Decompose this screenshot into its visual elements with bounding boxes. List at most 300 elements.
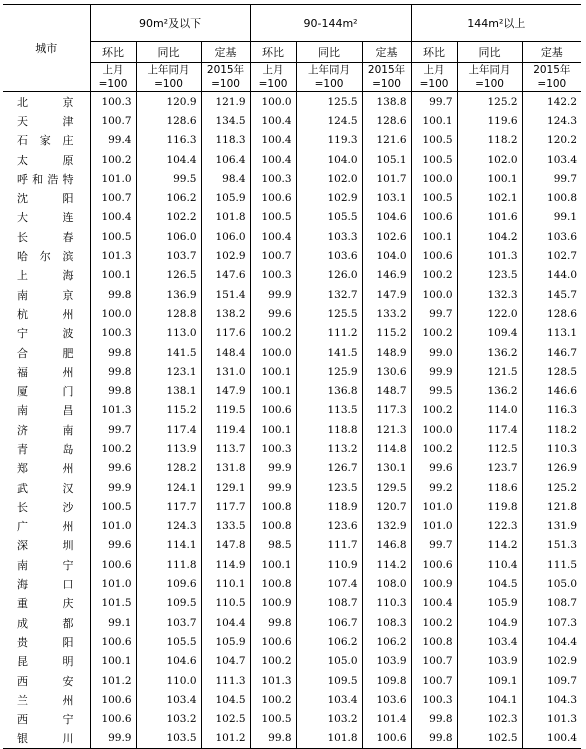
base-sub-header: =100 — [522, 77, 581, 92]
index-value: 99.5 — [136, 169, 201, 188]
index-value: 117.4 — [136, 420, 201, 439]
index-value: 101.6 — [457, 208, 522, 227]
index-value: 99.7 — [522, 169, 581, 188]
index-value: 111.2 — [296, 324, 362, 343]
table-row — [3, 362, 581, 381]
index-value: 99.4 — [90, 131, 136, 150]
index-value: 102.7 — [522, 246, 581, 265]
index-value: 99.8 — [90, 381, 136, 400]
index-value: 100.0 — [250, 343, 296, 362]
index-value: 100.6 — [250, 632, 296, 651]
yoy-sub-header: 上年同月 — [136, 63, 201, 78]
index-value: 103.4 — [522, 150, 581, 169]
city-name: 沈阳 — [17, 192, 74, 206]
index-value: 100.6 — [90, 710, 136, 729]
index-value: 122.3 — [457, 517, 522, 536]
index-value: 100.4 — [250, 150, 296, 169]
index-value: 103.7 — [136, 613, 201, 632]
city-name: 银川 — [3, 729, 90, 749]
index-value: 100.7 — [90, 188, 136, 207]
index-value: 121.5 — [457, 362, 522, 381]
index-value: 123.6 — [296, 517, 362, 536]
index-value: 102.9 — [201, 246, 250, 265]
index-value: 105.9 — [201, 632, 250, 651]
index-value: 101.3 — [522, 710, 581, 729]
index-value: 105.5 — [296, 208, 362, 227]
index-value: 99.6 — [411, 459, 457, 478]
index-value: 103.4 — [457, 632, 522, 651]
yoy-sub-header: 上年同月 — [457, 63, 522, 78]
index-value: 98.5 — [250, 536, 296, 555]
index-value: 103.2 — [296, 710, 362, 729]
index-value: 100.2 — [250, 324, 296, 343]
index-value: 100.0 — [90, 304, 136, 323]
index-value: 100.2 — [90, 439, 136, 458]
index-value: 100.1 — [457, 169, 522, 188]
index-value: 100.3 — [90, 92, 136, 112]
index-value: 103.2 — [136, 710, 201, 729]
index-value: 102.0 — [457, 150, 522, 169]
base-header: 定基 — [522, 42, 581, 63]
index-value: 99.8 — [250, 613, 296, 632]
mom-sub-header: 上月 — [250, 63, 296, 78]
index-value: 100.6 — [411, 208, 457, 227]
index-value: 99.8 — [250, 729, 296, 749]
base-sub-header: =100 — [362, 77, 411, 92]
index-value: 104.0 — [362, 246, 411, 265]
index-value: 106.7 — [296, 613, 362, 632]
yoy-sub-header: =100 — [136, 77, 201, 92]
index-value: 132.3 — [457, 285, 522, 304]
index-value: 144.0 — [522, 266, 581, 285]
index-value: 100.4 — [250, 131, 296, 150]
index-value: 138.8 — [362, 92, 411, 112]
table-row — [3, 227, 581, 246]
table-row — [3, 497, 581, 516]
index-value: 99.1 — [522, 208, 581, 227]
city-name: 上海 — [17, 269, 74, 283]
city-name: 兰州 — [17, 693, 74, 707]
table-row — [3, 690, 581, 709]
table-row — [3, 111, 581, 130]
index-value: 111.5 — [522, 555, 581, 574]
index-value: 133.2 — [362, 304, 411, 323]
yoy-sub-header: 上年同月 — [296, 63, 362, 78]
city-name: 天津 — [17, 114, 74, 128]
index-value: 126.7 — [296, 459, 362, 478]
index-value: 151.3 — [522, 536, 581, 555]
index-value: 120.9 — [136, 92, 201, 112]
table-row — [3, 536, 581, 555]
index-value: 113.5 — [296, 401, 362, 420]
index-value: 100.1 — [90, 652, 136, 671]
index-value: 124.3 — [522, 111, 581, 130]
index-value: 151.4 — [201, 285, 250, 304]
index-value: 99.0 — [411, 343, 457, 362]
index-value: 99.8 — [411, 710, 457, 729]
index-value: 106.0 — [201, 227, 250, 246]
index-value: 114.2 — [362, 555, 411, 574]
index-value: 108.0 — [362, 574, 411, 593]
index-value: 128.8 — [136, 304, 201, 323]
index-value: 100.8 — [522, 188, 581, 207]
index-value: 110.4 — [457, 555, 522, 574]
index-value: 100.6 — [250, 401, 296, 420]
index-value: 102.3 — [457, 710, 522, 729]
index-value: 100.1 — [90, 266, 136, 285]
index-value: 101.0 — [90, 517, 136, 536]
table-row — [3, 439, 581, 458]
index-value: 148.7 — [362, 381, 411, 400]
city-name: 石家庄 — [17, 134, 74, 148]
index-value: 142.2 — [522, 92, 581, 112]
index-value: 114.2 — [457, 536, 522, 555]
index-value: 100.8 — [250, 574, 296, 593]
base-sub-header: =100 — [201, 77, 250, 92]
index-value: 108.7 — [296, 594, 362, 613]
index-value: 103.5 — [136, 729, 201, 749]
table-row — [3, 208, 581, 227]
table-row — [3, 632, 581, 651]
index-value: 100.5 — [90, 227, 136, 246]
index-value: 101.4 — [362, 710, 411, 729]
index-value: 136.8 — [296, 381, 362, 400]
index-value: 109.6 — [136, 574, 201, 593]
table-row — [3, 459, 581, 478]
city-name: 长沙 — [17, 500, 74, 514]
index-value: 131.0 — [201, 362, 250, 381]
city-name: 北京 — [17, 95, 74, 109]
index-value: 99.9 — [90, 478, 136, 497]
index-value: 101.3 — [90, 246, 136, 265]
index-value: 108.7 — [522, 594, 581, 613]
index-value: 118.2 — [457, 131, 522, 150]
index-value: 99.7 — [411, 304, 457, 323]
city-name: 广州 — [17, 520, 74, 534]
index-value: 100.8 — [250, 497, 296, 516]
index-value: 100.4 — [250, 227, 296, 246]
index-value: 121.6 — [362, 131, 411, 150]
index-value: 100.2 — [411, 613, 457, 632]
index-value: 104.0 — [296, 150, 362, 169]
index-value: 148.4 — [201, 343, 250, 362]
index-value: 121.9 — [201, 92, 250, 112]
table-row — [3, 92, 581, 112]
index-value: 99.8 — [90, 285, 136, 304]
city-name: 太原 — [17, 153, 74, 167]
index-value: 133.5 — [201, 517, 250, 536]
index-value: 101.7 — [362, 169, 411, 188]
index-value: 103.6 — [296, 246, 362, 265]
index-value: 105.9 — [457, 594, 522, 613]
index-value: 100.0 — [411, 285, 457, 304]
index-value: 100.6 — [411, 555, 457, 574]
city-name: 深圳 — [17, 539, 74, 553]
index-value: 116.3 — [522, 401, 581, 420]
index-value: 100.1 — [250, 381, 296, 400]
city-name: 大连 — [17, 211, 74, 225]
index-value: 100.9 — [411, 574, 457, 593]
index-value: 125.5 — [296, 92, 362, 112]
index-value: 114.9 — [201, 555, 250, 574]
index-value: 119.6 — [457, 111, 522, 130]
index-value: 126.9 — [522, 459, 581, 478]
index-value: 109.4 — [457, 324, 522, 343]
index-value: 103.4 — [136, 690, 201, 709]
index-value: 114.1 — [136, 536, 201, 555]
index-value: 101.2 — [201, 729, 250, 749]
index-value: 129.1 — [201, 478, 250, 497]
index-value: 117.3 — [362, 401, 411, 420]
table-row — [3, 594, 581, 613]
index-value: 99.9 — [250, 459, 296, 478]
index-value: 103.6 — [522, 227, 581, 246]
index-value: 100.7 — [411, 671, 457, 690]
index-value: 100.1 — [250, 362, 296, 381]
index-value: 105.9 — [201, 188, 250, 207]
index-value: 106.2 — [296, 632, 362, 651]
yoy-header: 同比 — [457, 42, 522, 63]
index-value: 110.3 — [522, 439, 581, 458]
index-value: 104.4 — [136, 150, 201, 169]
index-value: 100.5 — [250, 710, 296, 729]
index-value: 102.5 — [201, 710, 250, 729]
index-value: 100.6 — [362, 729, 411, 749]
index-value: 102.5 — [457, 729, 522, 749]
index-value: 113.7 — [201, 439, 250, 458]
index-value: 100.8 — [250, 517, 296, 536]
index-value: 100.6 — [411, 246, 457, 265]
table-row — [3, 710, 581, 729]
index-value: 108.3 — [362, 613, 411, 632]
index-value: 120.2 — [522, 131, 581, 150]
index-value: 100.6 — [90, 690, 136, 709]
yoy-header: 同比 — [136, 42, 201, 63]
index-value: 146.6 — [522, 381, 581, 400]
index-value: 113.1 — [522, 324, 581, 343]
table-row — [3, 478, 581, 497]
city-name: 济南 — [17, 423, 74, 437]
index-value: 106.2 — [362, 632, 411, 651]
index-value: 106.4 — [201, 150, 250, 169]
index-value: 103.7 — [136, 246, 201, 265]
index-value: 100.0 — [250, 92, 296, 112]
yoy-header: 同比 — [296, 42, 362, 63]
table-row — [3, 420, 581, 439]
index-value: 102.1 — [457, 188, 522, 207]
index-value: 123.5 — [457, 266, 522, 285]
index-value: 101.2 — [90, 671, 136, 690]
table-row — [3, 150, 581, 169]
index-value: 99.6 — [90, 536, 136, 555]
index-value: 101.3 — [90, 401, 136, 420]
table-row — [3, 246, 581, 265]
index-value: 106.2 — [136, 188, 201, 207]
table-row — [3, 169, 581, 188]
city-name: 合肥 — [17, 346, 74, 360]
index-value: 119.4 — [201, 420, 250, 439]
index-value: 123.7 — [457, 459, 522, 478]
index-value: 109.7 — [522, 671, 581, 690]
index-value: 100.5 — [250, 208, 296, 227]
city-name: 杭州 — [17, 307, 74, 321]
index-value: 104.5 — [201, 690, 250, 709]
yoy-sub-header: =100 — [296, 77, 362, 92]
index-value: 104.4 — [201, 613, 250, 632]
index-value: 101.3 — [457, 246, 522, 265]
index-value: 119.5 — [201, 401, 250, 420]
index-value: 99.7 — [411, 536, 457, 555]
index-value: 100.3 — [411, 690, 457, 709]
index-value: 118.6 — [457, 478, 522, 497]
mom-header: 环比 — [411, 42, 457, 63]
table-row — [3, 517, 581, 536]
city-name: 西宁 — [17, 713, 74, 727]
index-value: 134.5 — [201, 111, 250, 130]
index-value: 148.9 — [362, 343, 411, 362]
index-value: 101.0 — [411, 517, 457, 536]
index-value: 132.7 — [296, 285, 362, 304]
index-value: 117.7 — [136, 497, 201, 516]
index-value: 106.0 — [136, 227, 201, 246]
index-value: 104.3 — [522, 690, 581, 709]
mom-sub-header: 上月 — [411, 63, 457, 78]
index-value: 136.2 — [457, 343, 522, 362]
city-name: 长春 — [17, 230, 74, 244]
index-value: 122.0 — [457, 304, 522, 323]
index-value: 100.4 — [411, 594, 457, 613]
city-name: 青岛 — [17, 442, 74, 456]
index-value: 99.9 — [90, 729, 136, 749]
index-value: 110.0 — [136, 671, 201, 690]
index-value: 100.0 — [411, 420, 457, 439]
index-value: 100.3 — [90, 324, 136, 343]
mom-sub-header: =100 — [411, 77, 457, 92]
index-value: 104.2 — [457, 227, 522, 246]
group-header-medium: 90-144m² — [250, 5, 411, 42]
index-value: 113.9 — [136, 439, 201, 458]
index-value: 100.6 — [250, 188, 296, 207]
index-value: 118.2 — [522, 420, 581, 439]
index-value: 102.6 — [362, 227, 411, 246]
table-row — [3, 188, 581, 207]
city-name: 重庆 — [17, 597, 74, 611]
index-value: 119.3 — [296, 131, 362, 150]
index-value: 110.9 — [296, 555, 362, 574]
city-header: 城市 — [3, 5, 90, 92]
index-value: 119.8 — [457, 497, 522, 516]
mom-sub-header: =100 — [250, 77, 296, 92]
index-value: 121.3 — [362, 420, 411, 439]
index-value: 109.5 — [136, 594, 201, 613]
index-value: 107.4 — [296, 574, 362, 593]
base-header: 定基 — [201, 42, 250, 63]
index-value: 115.2 — [136, 401, 201, 420]
index-value: 100.9 — [250, 594, 296, 613]
index-value: 102.2 — [136, 208, 201, 227]
city-name: 武汉 — [17, 481, 74, 495]
index-value: 105.1 — [362, 150, 411, 169]
index-value: 105.0 — [296, 652, 362, 671]
index-value: 109.8 — [362, 671, 411, 690]
index-value: 110.5 — [201, 594, 250, 613]
index-value: 99.5 — [411, 381, 457, 400]
mom-sub-header: =100 — [90, 77, 136, 92]
index-value: 100.2 — [411, 439, 457, 458]
index-value: 99.9 — [411, 362, 457, 381]
index-value: 104.5 — [457, 574, 522, 593]
index-value: 103.9 — [457, 652, 522, 671]
table-row — [3, 131, 581, 150]
index-value: 136.9 — [136, 285, 201, 304]
index-value: 100.3 — [250, 439, 296, 458]
table-row — [3, 266, 581, 285]
index-value: 138.1 — [136, 381, 201, 400]
index-value: 104.9 — [457, 613, 522, 632]
index-value: 102.0 — [296, 169, 362, 188]
city-name: 成都 — [17, 616, 74, 630]
table-row — [3, 343, 581, 362]
group-header-large: 144m²以上 — [411, 5, 581, 42]
index-value: 145.7 — [522, 285, 581, 304]
index-value: 130.1 — [362, 459, 411, 478]
index-value: 128.6 — [362, 111, 411, 130]
index-value: 100.1 — [411, 227, 457, 246]
index-value: 128.5 — [522, 362, 581, 381]
index-value: 121.8 — [522, 497, 581, 516]
index-value: 99.6 — [250, 304, 296, 323]
index-value: 99.8 — [411, 729, 457, 749]
index-value: 104.6 — [136, 652, 201, 671]
index-value: 100.5 — [90, 497, 136, 516]
index-value: 147.6 — [201, 266, 250, 285]
table-row — [3, 381, 581, 400]
index-value: 113.0 — [136, 324, 201, 343]
index-value: 100.2 — [411, 401, 457, 420]
table-row — [3, 574, 581, 593]
index-value: 101.0 — [411, 497, 457, 516]
index-value: 99.7 — [411, 92, 457, 112]
index-value: 131.8 — [201, 459, 250, 478]
index-value: 101.8 — [296, 729, 362, 749]
index-value: 107.3 — [522, 613, 581, 632]
base-sub-header: 2015年 — [362, 63, 411, 78]
city-name: 哈尔滨 — [17, 250, 74, 264]
index-value: 100.3 — [250, 266, 296, 285]
index-value: 132.9 — [362, 517, 411, 536]
index-value: 124.1 — [136, 478, 201, 497]
city-name: 福州 — [17, 365, 74, 379]
index-value: 100.2 — [250, 652, 296, 671]
index-value: 100.7 — [411, 652, 457, 671]
index-value: 103.1 — [362, 188, 411, 207]
index-value: 101.5 — [90, 594, 136, 613]
city-name: 宁波 — [17, 327, 74, 341]
index-value: 136.2 — [457, 381, 522, 400]
index-value: 129.5 — [362, 478, 411, 497]
index-value: 99.7 — [90, 420, 136, 439]
index-value: 118.9 — [296, 497, 362, 516]
index-value: 102.9 — [522, 652, 581, 671]
city-name: 昆明 — [17, 655, 74, 669]
index-value: 116.3 — [136, 131, 201, 150]
table-row — [3, 401, 581, 420]
city-name: 郑州 — [17, 462, 74, 476]
city-name: 南宁 — [17, 558, 74, 572]
city-name: 呼和浩特 — [17, 172, 74, 186]
index-value: 100.6 — [90, 555, 136, 574]
table-row — [3, 652, 581, 671]
